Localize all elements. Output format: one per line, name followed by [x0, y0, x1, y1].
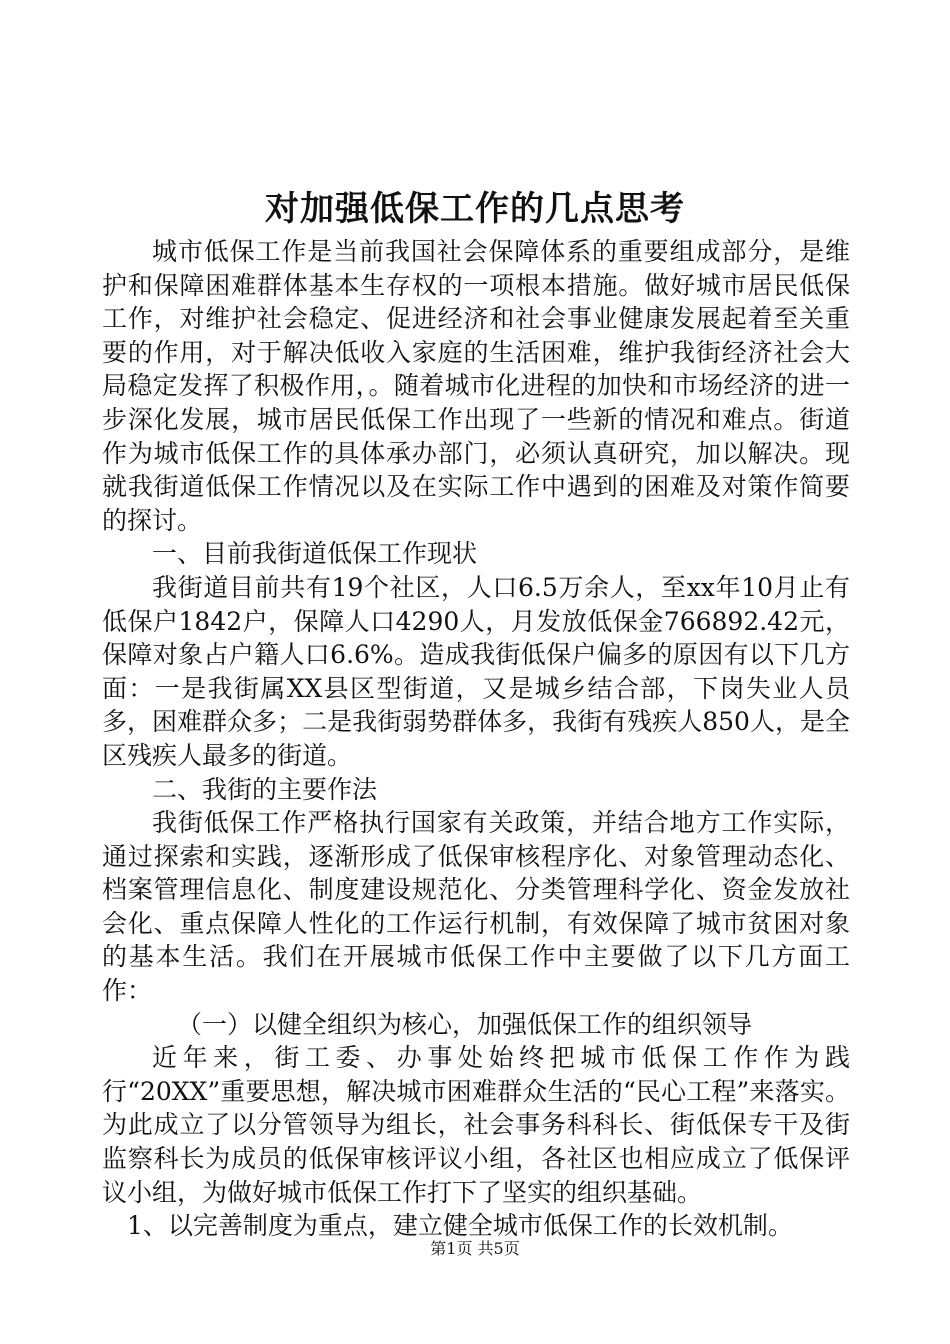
document-body [102, 235, 850, 1243]
intro-paragraph: 城市低保工作是当前我国社会保障体系的重要组成部分，是维护和保障困难群体基本生存权的一项根本措施。做好城市居民低保工作，对维护社会稳定、促进经济和社会事业健康发展起着至关重要的作用，对于解决低收入家庭的生活困难，维护我街经济社会大局稳定发挥了积极作用，。随着城市化进程的加快和市场经济的进一步深化发展，城市居民低保工作出现了一些新的情况和难点。街道作为城市低保工作的具体承办部门，必须认真研究，加以解决。现就我街道低保工作情况以及在实际工作中遇到的困难及对策作简要的探讨。 [102, 237, 850, 535]
document-title: 对加强低保工作的几点思考 [265, 189, 685, 229]
section-heading-2: 二、我街的主要作法 [152, 774, 378, 804]
page-number-footer: 第1页 共5页 [430, 1239, 520, 1258]
organization-paragraph: 近年来，街工委、办事处始终把城市低保工作作为践行“20XX”重要思想，解决城市困难群众生活的“民心工程”来落实。为此成立了以分管领导为组长，社会事务科科长、街低保专干及街监察科长为成员的低保审核评议小组，各社区也相应成立了低保评议小组，为做好城市低保工作打下了坚实的组织基础。 [102, 1043, 850, 1207]
section-heading-1: 一、目前我街道低保工作现状 [152, 539, 478, 569]
numbered-item-1: 1、以完善制度为重点，建立健全城市低保工作的长效机制。 [127, 1211, 793, 1241]
practice-paragraph: 我街低保工作严格执行国家有关政策，并结合地方工作实际，通过探索和实践，逐渐形成了低保审核程序化、对象管理动态化、档案管理信息化、制度建设规范化、分类管理科学化、资金发放社会化、重点保障人性化的工作运行机制，有效保障了城市贫困对象的基本生活。我们在开展城市低保工作中主要做了以下几方面工作： [102, 808, 850, 1006]
subsection-heading-1: （一）以健全组织为核心，加强低保工作的组织领导 [177, 1009, 753, 1039]
status-paragraph: 我街道目前共有19个社区，人口6.5万余人，至xx年10月止有低保户1842户，保障人口4290人，月发放低保金766892.42元，保障对象占户籍人口6.6%。造成我街低保户偏多的原因有以下几方面：一是我街属XX县区型街道，又是城乡结合部，下岗失业人员多，困难群众多；二是我街弱势群体多，我街有残疾人850人，是全区残疾人最多的街道。 [102, 572, 851, 770]
